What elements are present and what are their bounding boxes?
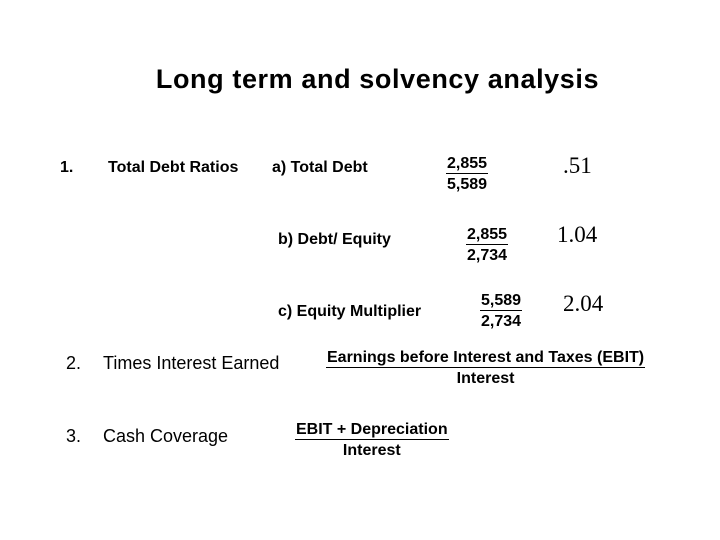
total-debt-fraction — [446, 154, 488, 195]
debt-equity-label: b) Debt/ Equity — [278, 231, 391, 248]
cash-coverage-numerator: EBIT + Depreciation — [296, 421, 448, 438]
section-2-label: Times Interest Earned — [103, 353, 280, 373]
total-debt-label: a) Total Debt — [272, 159, 368, 176]
debt-equity-result: 1.04 — [557, 222, 598, 247]
section-3-number: 3. — [66, 426, 82, 446]
debt-equity-numerator: 2,855 — [467, 226, 508, 243]
equity-multiplier-fraction — [480, 291, 522, 332]
times-interest-numerator: Earnings before Interest and Taxes (EBIT) — [327, 349, 645, 366]
section-1-label: Total Debt Ratios — [108, 159, 239, 176]
debt-equity-fraction — [466, 225, 508, 266]
total-debt-result: .51 — [563, 153, 592, 178]
section-1-number: 1. — [60, 159, 74, 176]
debt-equity-denominator: 2,734 — [467, 247, 508, 264]
cash-coverage-fraction — [295, 420, 449, 461]
equity-multiplier-numerator: 5,589 — [481, 292, 522, 309]
equity-multiplier-result: 2.04 — [563, 291, 604, 316]
equity-multiplier-label: c) Equity Multiplier — [278, 303, 422, 320]
total-debt-numerator: 2,855 — [447, 155, 488, 172]
times-interest-fraction — [326, 348, 645, 389]
equity-multiplier-denominator: 2,734 — [481, 313, 522, 330]
page-title: Long term and solvency analysis — [155, 64, 600, 94]
cash-coverage-denominator: Interest — [342, 442, 401, 459]
total-debt-denominator: 5,589 — [447, 176, 488, 193]
times-interest-denominator: Interest — [456, 370, 515, 387]
section-3-label: Cash Coverage — [103, 426, 229, 446]
section-2-number: 2. — [66, 353, 82, 373]
